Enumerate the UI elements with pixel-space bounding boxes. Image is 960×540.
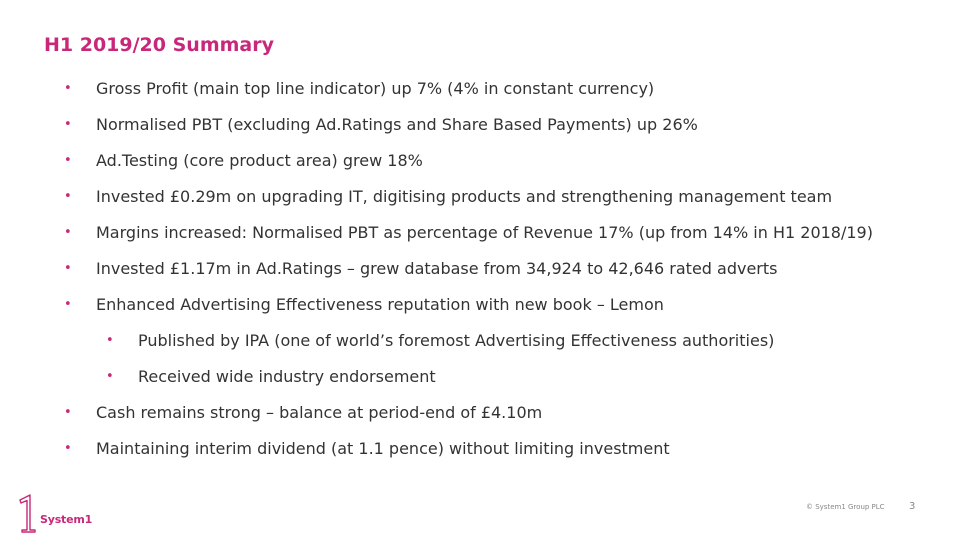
- bullet-marker: •: [64, 297, 72, 312]
- bullet-marker: •: [106, 333, 114, 348]
- bullet-text: Published by IPA (one of world’s foremost Advertising Effectiveness authorities): [138, 331, 775, 350]
- bullet-marker: •: [64, 81, 72, 96]
- bullet-marker: •: [64, 441, 72, 456]
- logo-wordmark: System1: [40, 513, 93, 526]
- bullet-marker: •: [64, 189, 72, 204]
- bullet-text: Received wide industry endorsement: [138, 367, 436, 386]
- bullet-text: Margins increased: Normalised PBT as percentage of Revenue 17% (up from 14% in H1 2018/19): [96, 223, 873, 242]
- bullet-text: Gross Profit (main top line indicator) up 7% (4% in constant currency): [96, 79, 655, 98]
- bullet-text: Invested £0.29m on upgrading IT, digitising products and strengthening management team: [96, 187, 833, 206]
- bullet-marker: •: [106, 369, 114, 384]
- slide-title: H1 2019/20 Summary: [44, 34, 274, 56]
- bullet-marker: •: [64, 117, 72, 132]
- bullet-text: Invested £1.17m in Ad.Ratings – grew database from 34,924 to 42,646 rated adverts: [96, 259, 778, 278]
- system1-numeral-logo-icon: [18, 493, 38, 533]
- bullet-text: Cash remains strong – balance at period-end of £4.10m: [96, 403, 543, 422]
- bullet-text: Normalised PBT (excluding Ad.Ratings and Share Based Payments) up 26%: [96, 115, 698, 134]
- bullet-marker: •: [64, 153, 72, 168]
- bullet-text: Ad.Testing (core product area) grew 18%: [96, 151, 423, 170]
- page-number: 3: [909, 501, 916, 512]
- bullet-text: Maintaining interim dividend (at 1.1 pence) without limiting investment: [96, 439, 670, 458]
- bullet-marker: •: [64, 225, 72, 240]
- bullet-marker: •: [64, 261, 72, 276]
- bullet-marker: •: [64, 405, 72, 420]
- system1-logo: [18, 493, 98, 533]
- bullet-text: Enhanced Advertising Effectiveness reputation with new book – Lemon: [96, 295, 664, 314]
- copyright-notice: © System1 Group PLC: [806, 503, 885, 511]
